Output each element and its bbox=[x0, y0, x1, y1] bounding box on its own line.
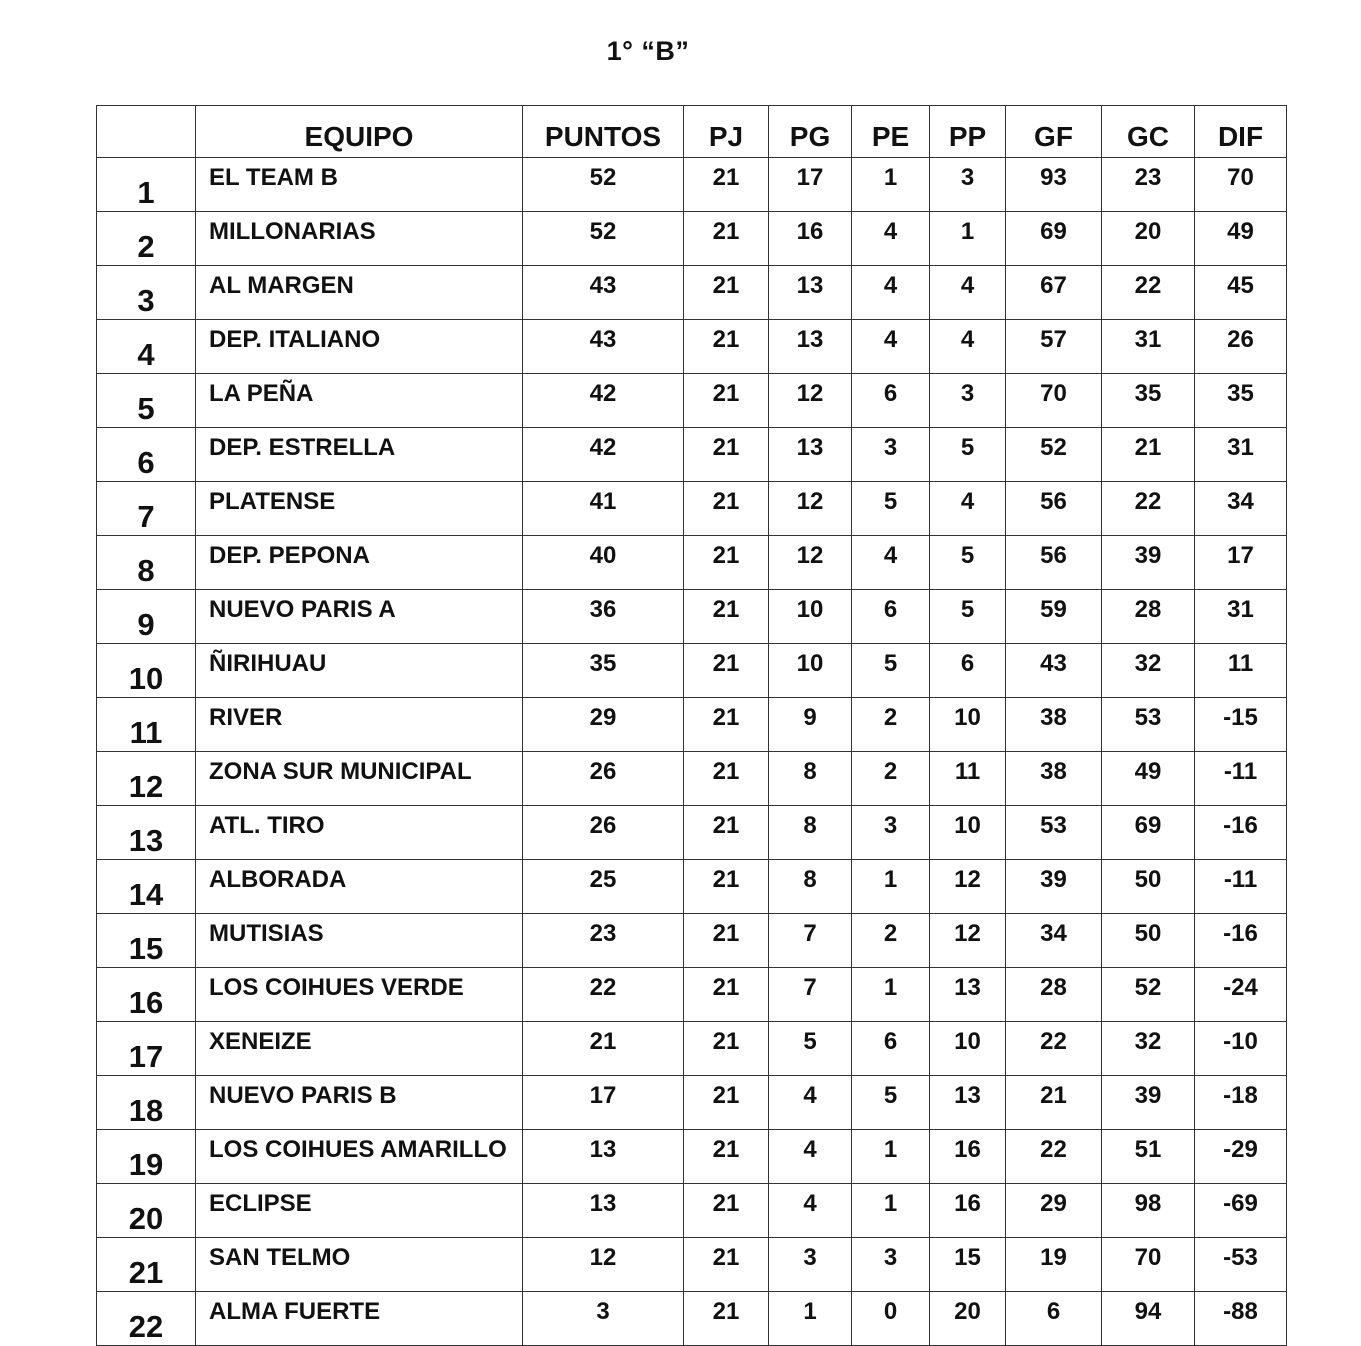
header-position bbox=[97, 106, 196, 158]
drawn-cell: 4 bbox=[852, 536, 930, 590]
team-name-cell: AL MARGEN bbox=[196, 266, 523, 320]
won-cell: 13 bbox=[769, 320, 852, 374]
drawn-cell: 5 bbox=[852, 482, 930, 536]
table-row bbox=[97, 698, 1287, 752]
team-name-cell: DEP. ITALIANO bbox=[196, 320, 523, 374]
goals-against-cell: 20 bbox=[1102, 212, 1195, 266]
position-cell: 5 bbox=[97, 374, 196, 428]
team-name-cell: LA PEÑA bbox=[196, 374, 523, 428]
lost-cell: 13 bbox=[930, 1076, 1006, 1130]
goal-difference-cell: -11 bbox=[1195, 752, 1287, 806]
header-gf: GF bbox=[1006, 106, 1102, 158]
won-cell: 4 bbox=[769, 1076, 852, 1130]
played-cell: 21 bbox=[684, 698, 769, 752]
lost-cell: 10 bbox=[930, 698, 1006, 752]
position-cell: 18 bbox=[97, 1076, 196, 1130]
page-title: 1° “B” bbox=[606, 36, 690, 66]
goals-against-cell: 51 bbox=[1102, 1130, 1195, 1184]
goals-for-cell: 19 bbox=[1006, 1238, 1102, 1292]
lost-cell: 12 bbox=[930, 914, 1006, 968]
position-cell: 8 bbox=[97, 536, 196, 590]
table-header-row bbox=[97, 106, 1287, 158]
team-name-cell: DEP. ESTRELLA bbox=[196, 428, 523, 482]
goals-against-cell: 53 bbox=[1102, 698, 1195, 752]
lost-cell: 4 bbox=[930, 266, 1006, 320]
team-name-cell: DEP. PEPONA bbox=[196, 536, 523, 590]
position-cell: 4 bbox=[97, 320, 196, 374]
team-name-cell: ÑIRIHUAU bbox=[196, 644, 523, 698]
won-cell: 7 bbox=[769, 968, 852, 1022]
position-cell: 17 bbox=[97, 1022, 196, 1076]
goals-for-cell: 28 bbox=[1006, 968, 1102, 1022]
table-row bbox=[97, 914, 1287, 968]
points-cell: 12 bbox=[523, 1238, 684, 1292]
drawn-cell: 1 bbox=[852, 158, 930, 212]
goals-for-cell: 38 bbox=[1006, 752, 1102, 806]
drawn-cell: 3 bbox=[852, 806, 930, 860]
goals-for-cell: 70 bbox=[1006, 374, 1102, 428]
played-cell: 21 bbox=[684, 428, 769, 482]
header-pp: PP bbox=[930, 106, 1006, 158]
played-cell: 21 bbox=[684, 374, 769, 428]
position-cell: 6 bbox=[97, 428, 196, 482]
lost-cell: 1 bbox=[930, 212, 1006, 266]
goals-against-cell: 22 bbox=[1102, 482, 1195, 536]
team-name-cell: EL TEAM B bbox=[196, 158, 523, 212]
won-cell: 17 bbox=[769, 158, 852, 212]
played-cell: 21 bbox=[684, 860, 769, 914]
header-points: PUNTOS bbox=[523, 106, 684, 158]
table-row bbox=[97, 158, 1287, 212]
drawn-cell: 4 bbox=[852, 266, 930, 320]
points-cell: 40 bbox=[523, 536, 684, 590]
points-cell: 26 bbox=[523, 806, 684, 860]
points-cell: 17 bbox=[523, 1076, 684, 1130]
position-cell: 3 bbox=[97, 266, 196, 320]
goal-difference-cell: 31 bbox=[1195, 590, 1287, 644]
goal-difference-cell: 45 bbox=[1195, 266, 1287, 320]
header-pe: PE bbox=[852, 106, 930, 158]
goals-for-cell: 34 bbox=[1006, 914, 1102, 968]
table-row bbox=[97, 968, 1287, 1022]
goals-against-cell: 70 bbox=[1102, 1238, 1195, 1292]
points-cell: 13 bbox=[523, 1184, 684, 1238]
lost-cell: 13 bbox=[930, 968, 1006, 1022]
team-name-cell: NUEVO PARIS B bbox=[196, 1076, 523, 1130]
position-cell: 20 bbox=[97, 1184, 196, 1238]
lost-cell: 16 bbox=[930, 1130, 1006, 1184]
points-cell: 43 bbox=[523, 320, 684, 374]
goals-against-cell: 49 bbox=[1102, 752, 1195, 806]
goal-difference-cell: -11 bbox=[1195, 860, 1287, 914]
goals-for-cell: 38 bbox=[1006, 698, 1102, 752]
played-cell: 21 bbox=[684, 644, 769, 698]
goals-against-cell: 39 bbox=[1102, 536, 1195, 590]
drawn-cell: 6 bbox=[852, 590, 930, 644]
played-cell: 21 bbox=[684, 752, 769, 806]
goal-difference-cell: -88 bbox=[1195, 1292, 1287, 1346]
table-row bbox=[97, 212, 1287, 266]
header-dif: DIF bbox=[1195, 106, 1287, 158]
played-cell: 21 bbox=[684, 590, 769, 644]
points-cell: 26 bbox=[523, 752, 684, 806]
goal-difference-cell: 49 bbox=[1195, 212, 1287, 266]
goals-against-cell: 94 bbox=[1102, 1292, 1195, 1346]
points-cell: 52 bbox=[523, 212, 684, 266]
goals-against-cell: 50 bbox=[1102, 860, 1195, 914]
drawn-cell: 5 bbox=[852, 644, 930, 698]
goals-against-cell: 52 bbox=[1102, 968, 1195, 1022]
won-cell: 12 bbox=[769, 536, 852, 590]
table-row bbox=[97, 1238, 1287, 1292]
team-name-cell: PLATENSE bbox=[196, 482, 523, 536]
points-cell: 13 bbox=[523, 1130, 684, 1184]
team-name-cell: SAN TELMO bbox=[196, 1238, 523, 1292]
drawn-cell: 1 bbox=[852, 968, 930, 1022]
position-cell: 9 bbox=[97, 590, 196, 644]
won-cell: 10 bbox=[769, 590, 852, 644]
goal-difference-cell: -53 bbox=[1195, 1238, 1287, 1292]
played-cell: 21 bbox=[684, 212, 769, 266]
won-cell: 8 bbox=[769, 752, 852, 806]
won-cell: 12 bbox=[769, 374, 852, 428]
goal-difference-cell: 11 bbox=[1195, 644, 1287, 698]
position-cell: 1 bbox=[97, 158, 196, 212]
standings-body bbox=[97, 158, 1287, 1346]
played-cell: 21 bbox=[684, 320, 769, 374]
lost-cell: 10 bbox=[930, 1022, 1006, 1076]
position-cell: 2 bbox=[97, 212, 196, 266]
won-cell: 10 bbox=[769, 644, 852, 698]
goal-difference-cell: -18 bbox=[1195, 1076, 1287, 1130]
goals-for-cell: 93 bbox=[1006, 158, 1102, 212]
goals-against-cell: 31 bbox=[1102, 320, 1195, 374]
points-cell: 22 bbox=[523, 968, 684, 1022]
points-cell: 23 bbox=[523, 914, 684, 968]
header-pj: PJ bbox=[684, 106, 769, 158]
goals-against-cell: 39 bbox=[1102, 1076, 1195, 1130]
goals-against-cell: 35 bbox=[1102, 374, 1195, 428]
lost-cell: 5 bbox=[930, 536, 1006, 590]
lost-cell: 15 bbox=[930, 1238, 1006, 1292]
goal-difference-cell: 70 bbox=[1195, 158, 1287, 212]
played-cell: 21 bbox=[684, 1292, 769, 1346]
table-row bbox=[97, 1130, 1287, 1184]
goals-against-cell: 21 bbox=[1102, 428, 1195, 482]
won-cell: 8 bbox=[769, 806, 852, 860]
table-row bbox=[97, 320, 1287, 374]
drawn-cell: 0 bbox=[852, 1292, 930, 1346]
points-cell: 25 bbox=[523, 860, 684, 914]
won-cell: 13 bbox=[769, 266, 852, 320]
goals-for-cell: 21 bbox=[1006, 1076, 1102, 1130]
points-cell: 42 bbox=[523, 374, 684, 428]
goal-difference-cell: 26 bbox=[1195, 320, 1287, 374]
team-name-cell: NUEVO PARIS A bbox=[196, 590, 523, 644]
lost-cell: 11 bbox=[930, 752, 1006, 806]
table-row bbox=[97, 374, 1287, 428]
team-name-cell: ALBORADA bbox=[196, 860, 523, 914]
lost-cell: 4 bbox=[930, 320, 1006, 374]
goal-difference-cell: 35 bbox=[1195, 374, 1287, 428]
goals-against-cell: 28 bbox=[1102, 590, 1195, 644]
goals-against-cell: 69 bbox=[1102, 806, 1195, 860]
team-name-cell: MILLONARIAS bbox=[196, 212, 523, 266]
goals-for-cell: 56 bbox=[1006, 536, 1102, 590]
points-cell: 36 bbox=[523, 590, 684, 644]
won-cell: 12 bbox=[769, 482, 852, 536]
drawn-cell: 2 bbox=[852, 914, 930, 968]
goals-for-cell: 22 bbox=[1006, 1022, 1102, 1076]
table-row bbox=[97, 590, 1287, 644]
drawn-cell: 2 bbox=[852, 752, 930, 806]
won-cell: 8 bbox=[769, 860, 852, 914]
goals-against-cell: 98 bbox=[1102, 1184, 1195, 1238]
table-row bbox=[97, 266, 1287, 320]
lost-cell: 5 bbox=[930, 428, 1006, 482]
position-cell: 15 bbox=[97, 914, 196, 968]
goal-difference-cell: 31 bbox=[1195, 428, 1287, 482]
played-cell: 21 bbox=[684, 536, 769, 590]
lost-cell: 20 bbox=[930, 1292, 1006, 1346]
goals-for-cell: 56 bbox=[1006, 482, 1102, 536]
position-cell: 16 bbox=[97, 968, 196, 1022]
team-name-cell: ATL. TIRO bbox=[196, 806, 523, 860]
position-cell: 12 bbox=[97, 752, 196, 806]
points-cell: 52 bbox=[523, 158, 684, 212]
goals-against-cell: 50 bbox=[1102, 914, 1195, 968]
won-cell: 4 bbox=[769, 1184, 852, 1238]
team-name-cell: ALMA FUERTE bbox=[196, 1292, 523, 1346]
drawn-cell: 3 bbox=[852, 1238, 930, 1292]
goal-difference-cell: 17 bbox=[1195, 536, 1287, 590]
drawn-cell: 1 bbox=[852, 1184, 930, 1238]
standings-table bbox=[96, 105, 1287, 1346]
played-cell: 21 bbox=[684, 1076, 769, 1130]
goals-for-cell: 57 bbox=[1006, 320, 1102, 374]
goals-for-cell: 69 bbox=[1006, 212, 1102, 266]
played-cell: 21 bbox=[684, 914, 769, 968]
table-row bbox=[97, 428, 1287, 482]
goals-against-cell: 32 bbox=[1102, 644, 1195, 698]
played-cell: 21 bbox=[684, 1130, 769, 1184]
played-cell: 21 bbox=[684, 1238, 769, 1292]
goals-against-cell: 22 bbox=[1102, 266, 1195, 320]
drawn-cell: 6 bbox=[852, 1022, 930, 1076]
points-cell: 29 bbox=[523, 698, 684, 752]
goals-for-cell: 52 bbox=[1006, 428, 1102, 482]
goal-difference-cell: -24 bbox=[1195, 968, 1287, 1022]
table-row bbox=[97, 752, 1287, 806]
table-row bbox=[97, 644, 1287, 698]
table-row bbox=[97, 1022, 1287, 1076]
won-cell: 4 bbox=[769, 1130, 852, 1184]
position-cell: 19 bbox=[97, 1130, 196, 1184]
goal-difference-cell: -16 bbox=[1195, 806, 1287, 860]
lost-cell: 16 bbox=[930, 1184, 1006, 1238]
header-gc: GC bbox=[1102, 106, 1195, 158]
drawn-cell: 6 bbox=[852, 374, 930, 428]
goal-difference-cell: -10 bbox=[1195, 1022, 1287, 1076]
goals-for-cell: 6 bbox=[1006, 1292, 1102, 1346]
table-row bbox=[97, 860, 1287, 914]
won-cell: 9 bbox=[769, 698, 852, 752]
goal-difference-cell: -69 bbox=[1195, 1184, 1287, 1238]
position-cell: 10 bbox=[97, 644, 196, 698]
points-cell: 42 bbox=[523, 428, 684, 482]
position-cell: 22 bbox=[97, 1292, 196, 1346]
won-cell: 3 bbox=[769, 1238, 852, 1292]
team-name-cell: RIVER bbox=[196, 698, 523, 752]
header-pg: PG bbox=[769, 106, 852, 158]
table-row bbox=[97, 806, 1287, 860]
played-cell: 21 bbox=[684, 482, 769, 536]
won-cell: 1 bbox=[769, 1292, 852, 1346]
header-team: EQUIPO bbox=[196, 106, 523, 158]
drawn-cell: 1 bbox=[852, 1130, 930, 1184]
goals-for-cell: 67 bbox=[1006, 266, 1102, 320]
goal-difference-cell: -15 bbox=[1195, 698, 1287, 752]
goal-difference-cell: -29 bbox=[1195, 1130, 1287, 1184]
played-cell: 21 bbox=[684, 1184, 769, 1238]
goals-for-cell: 43 bbox=[1006, 644, 1102, 698]
team-name-cell: LOS COIHUES AMARILLO bbox=[196, 1130, 523, 1184]
goals-against-cell: 23 bbox=[1102, 158, 1195, 212]
team-name-cell: ZONA SUR MUNICIPAL bbox=[196, 752, 523, 806]
goals-for-cell: 59 bbox=[1006, 590, 1102, 644]
position-cell: 13 bbox=[97, 806, 196, 860]
won-cell: 7 bbox=[769, 914, 852, 968]
goals-for-cell: 39 bbox=[1006, 860, 1102, 914]
goals-for-cell: 29 bbox=[1006, 1184, 1102, 1238]
position-cell: 14 bbox=[97, 860, 196, 914]
table-row bbox=[97, 1292, 1287, 1346]
goals-for-cell: 53 bbox=[1006, 806, 1102, 860]
played-cell: 21 bbox=[684, 1022, 769, 1076]
points-cell: 35 bbox=[523, 644, 684, 698]
team-name-cell: MUTISIAS bbox=[196, 914, 523, 968]
lost-cell: 4 bbox=[930, 482, 1006, 536]
table-row bbox=[97, 1076, 1287, 1130]
won-cell: 16 bbox=[769, 212, 852, 266]
drawn-cell: 3 bbox=[852, 428, 930, 482]
lost-cell: 6 bbox=[930, 644, 1006, 698]
drawn-cell: 1 bbox=[852, 860, 930, 914]
points-cell: 3 bbox=[523, 1292, 684, 1346]
played-cell: 21 bbox=[684, 158, 769, 212]
team-name-cell: XENEIZE bbox=[196, 1022, 523, 1076]
drawn-cell: 2 bbox=[852, 698, 930, 752]
points-cell: 43 bbox=[523, 266, 684, 320]
drawn-cell: 4 bbox=[852, 320, 930, 374]
drawn-cell: 5 bbox=[852, 1076, 930, 1130]
team-name-cell: ECLIPSE bbox=[196, 1184, 523, 1238]
goals-against-cell: 32 bbox=[1102, 1022, 1195, 1076]
goal-difference-cell: 34 bbox=[1195, 482, 1287, 536]
lost-cell: 12 bbox=[930, 860, 1006, 914]
table-row bbox=[97, 536, 1287, 590]
goals-for-cell: 22 bbox=[1006, 1130, 1102, 1184]
position-cell: 21 bbox=[97, 1238, 196, 1292]
table-row bbox=[97, 482, 1287, 536]
lost-cell: 10 bbox=[930, 806, 1006, 860]
played-cell: 21 bbox=[684, 968, 769, 1022]
drawn-cell: 4 bbox=[852, 212, 930, 266]
won-cell: 13 bbox=[769, 428, 852, 482]
position-cell: 11 bbox=[97, 698, 196, 752]
goal-difference-cell: -16 bbox=[1195, 914, 1287, 968]
team-name-cell: LOS COIHUES VERDE bbox=[196, 968, 523, 1022]
won-cell: 5 bbox=[769, 1022, 852, 1076]
lost-cell: 5 bbox=[930, 590, 1006, 644]
points-cell: 21 bbox=[523, 1022, 684, 1076]
lost-cell: 3 bbox=[930, 158, 1006, 212]
played-cell: 21 bbox=[684, 806, 769, 860]
table-row bbox=[97, 1184, 1287, 1238]
points-cell: 41 bbox=[523, 482, 684, 536]
lost-cell: 3 bbox=[930, 374, 1006, 428]
played-cell: 21 bbox=[684, 266, 769, 320]
position-cell: 7 bbox=[97, 482, 196, 536]
